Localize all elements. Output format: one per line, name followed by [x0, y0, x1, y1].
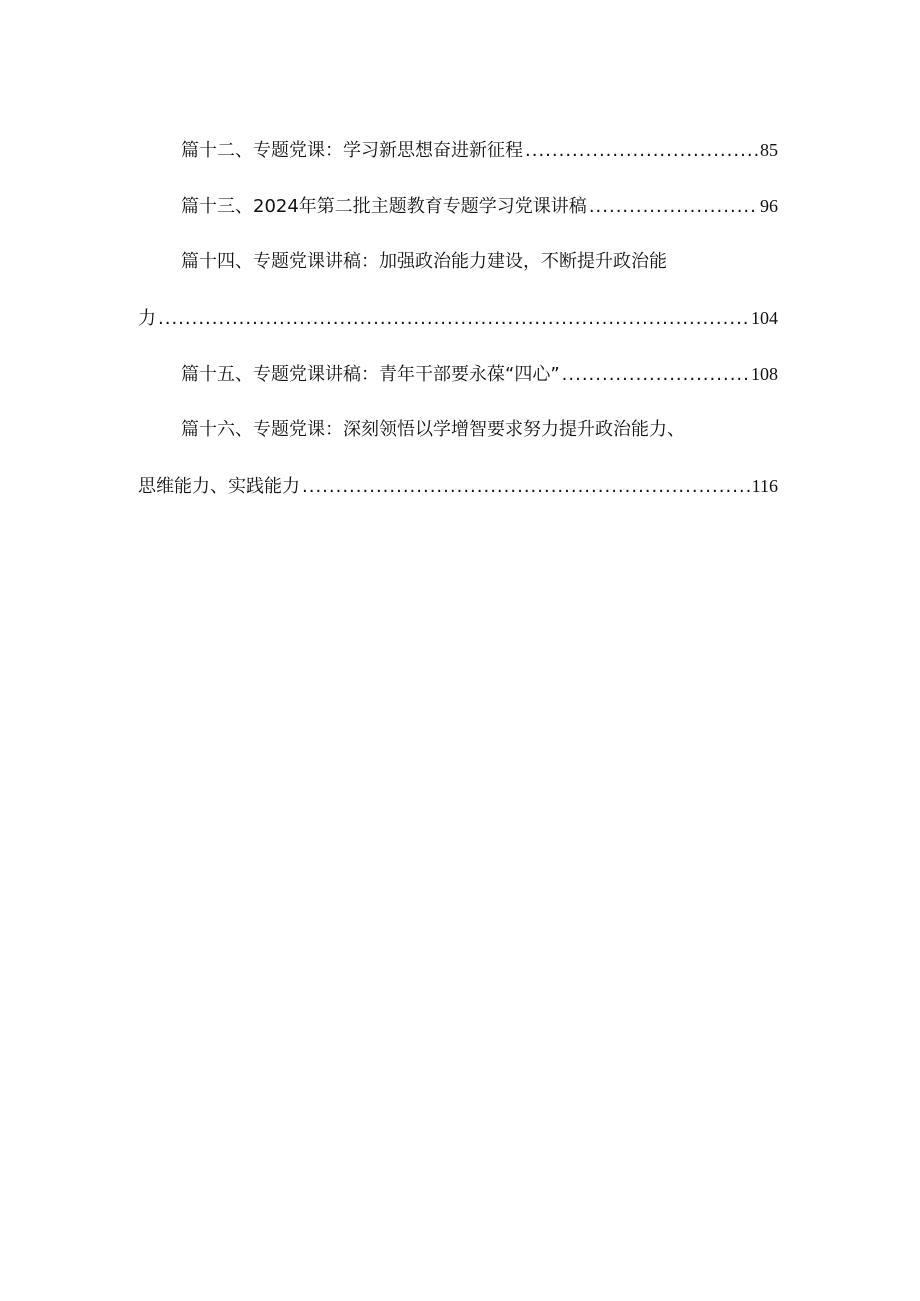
- toc-entry-12[interactable]: [138, 122, 778, 178]
- toc-entry-title: 篇十三、2024年第二批主题教育专题学习党课讲稿: [181, 196, 587, 217]
- toc-entry-16-line1[interactable]: [138, 402, 778, 458]
- toc-leader-dots: [302, 459, 750, 515]
- toc-leader-dots: [562, 347, 749, 403]
- toc-leader-dots: [589, 179, 758, 235]
- toc-page-number: 96: [760, 196, 778, 216]
- toc-page-number: 104: [751, 308, 778, 328]
- toc-entry-title-continued: 思维能力、实践能力: [138, 476, 300, 497]
- table-of-contents: [138, 122, 778, 514]
- toc-entry-title: 篇十五、专题党课讲稿：青年干部要永葆“四心”: [181, 364, 560, 385]
- toc-leader-dots: [158, 291, 749, 347]
- toc-entry-title: 篇十二、专题党课：学习新思想奋进新征程: [181, 140, 523, 161]
- toc-entry-title: 篇十六、专题党课：深刻领悟以学增智要求努力提升政治能力、: [181, 419, 685, 440]
- toc-entry-13[interactable]: [138, 178, 778, 234]
- toc-entry-15[interactable]: [138, 346, 778, 402]
- toc-entry-16-line2[interactable]: [138, 458, 778, 514]
- toc-page-number: 85: [760, 140, 778, 160]
- toc-entry-title-continued: 力: [138, 308, 156, 329]
- toc-page-number: 116: [751, 476, 778, 496]
- toc-leader-dots: [525, 123, 758, 179]
- toc-page-number: 108: [751, 364, 778, 384]
- toc-entry-title: 篇十四、专题党课讲稿：加强政治能力建设，不断提升政治能: [181, 251, 667, 272]
- toc-entry-14-line1[interactable]: [138, 234, 778, 290]
- toc-entry-14-line2[interactable]: [138, 290, 778, 346]
